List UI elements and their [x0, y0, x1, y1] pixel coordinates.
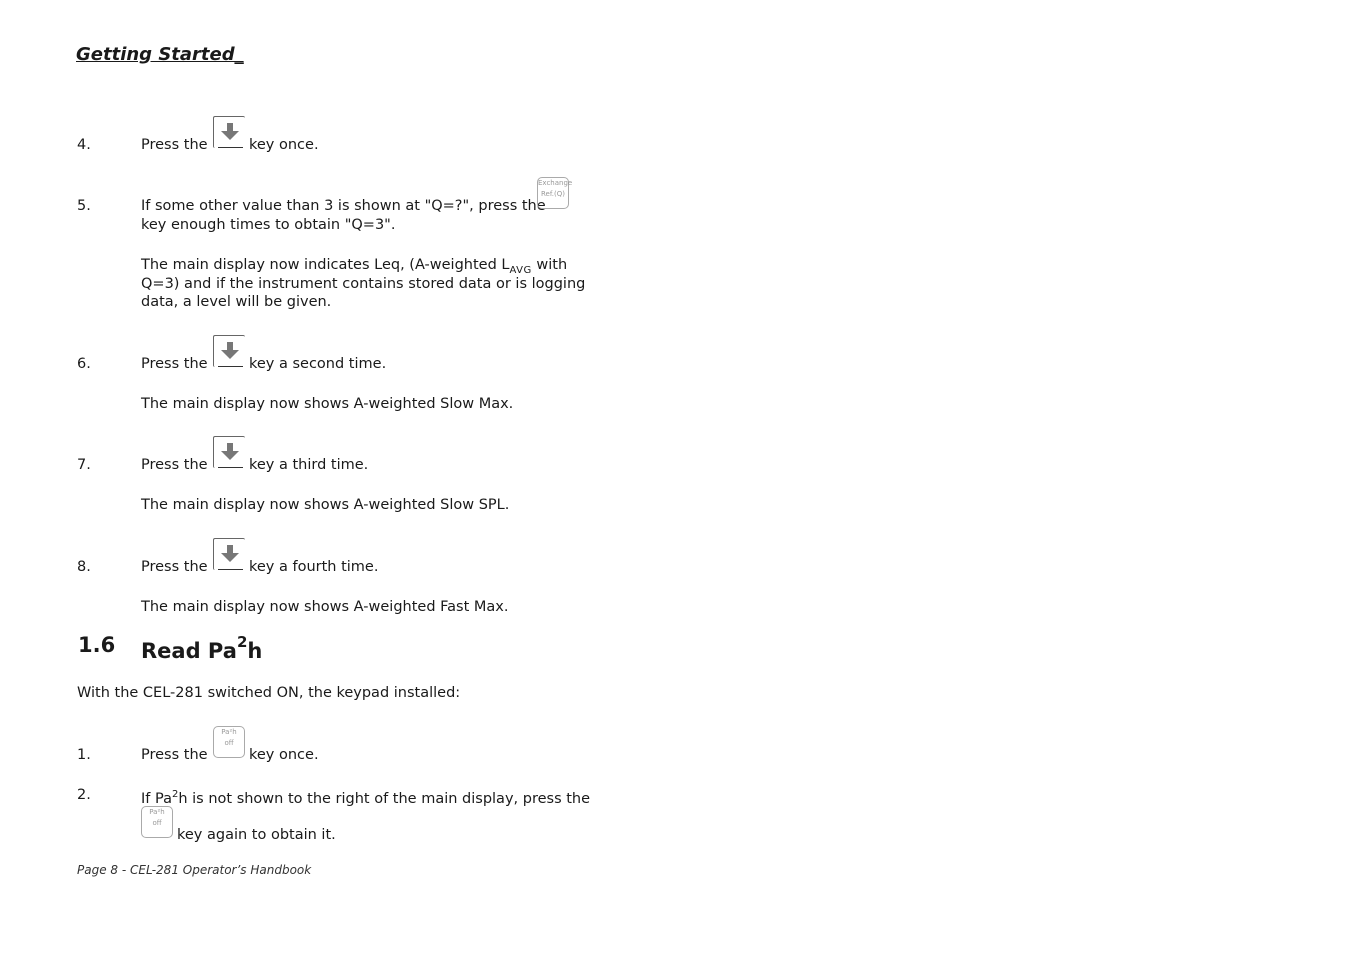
step-note: data, a level will be given. [141, 294, 332, 310]
step-note: The main display now shows A-weighted Slow Max. [141, 396, 514, 412]
step-text: key a fourth time. [249, 559, 379, 575]
down-arrow-key-icon [213, 116, 245, 148]
step-number: 2. [77, 787, 91, 803]
step-number: 1. [77, 747, 91, 763]
key-label: Exchange [538, 179, 573, 187]
step-number: 4. [77, 137, 91, 153]
section-title-text: h [247, 639, 263, 663]
running-header: Getting Started_ [76, 44, 244, 65]
down-arrow-key-icon [213, 436, 245, 468]
step-text: Press the [141, 457, 208, 473]
section-intro: With the CEL-281 switched ON, the keypad installed: [77, 685, 461, 701]
step-text: Press the [141, 356, 208, 372]
note-text: with [531, 257, 568, 273]
step-text: key a second time. [249, 356, 387, 372]
step-note: Q=3) and if the instrument contains stored data or is logging [141, 276, 586, 292]
note-subscript: AVG [509, 264, 532, 276]
key-label: Pa²h [149, 808, 165, 816]
page-footer: Page 8 - CEL-281 Operator’s Handbook [77, 863, 312, 877]
down-arrow-key-icon [213, 335, 245, 367]
pa2h-key-icon [213, 726, 245, 758]
key-label: Ref.(Q) [540, 190, 565, 198]
step-text: key once. [249, 137, 319, 153]
section-title-text: Read Pa [141, 639, 237, 663]
section-title [141, 632, 262, 664]
step-number: 5. [77, 198, 91, 214]
step-note: The main display now shows A-weighted Fast Max. [141, 599, 509, 615]
pa2h-key-icon [141, 806, 173, 838]
section-title-superscript: 2 [236, 633, 248, 651]
step-superscript: 2 [171, 789, 179, 800]
step-text: key again to obtain it. [177, 827, 336, 843]
step-text: If some other value than 3 is shown at "Q=?", press the [141, 198, 546, 214]
step-text: Press the [141, 747, 208, 763]
exchange-ref-key-icon [537, 177, 573, 209]
step-text [141, 786, 590, 808]
section-number: 1.6 [78, 633, 116, 657]
down-arrow-key-icon [213, 538, 245, 570]
step-text: Press the [141, 137, 208, 153]
step-text-part: h is not shown to the right of the main display, press the [178, 790, 591, 807]
step-number: 8. [77, 559, 91, 575]
key-label: off [152, 819, 162, 827]
step-text: key enough times to obtain "Q=3". [141, 217, 396, 233]
step-text: key once. [249, 747, 319, 763]
step-text-part: If Pa [141, 790, 172, 807]
step-note: The main display now shows A-weighted Slow SPL. [141, 497, 510, 513]
note-text: The main display now indicates Leq, (A-weighted L [141, 257, 510, 273]
key-label: off [224, 739, 234, 747]
step-text: key a third time. [249, 457, 369, 473]
step-text: Press the [141, 559, 208, 575]
step-number: 7. [77, 457, 91, 473]
key-label: Pa²h [221, 728, 237, 736]
step-number: 6. [77, 356, 91, 372]
